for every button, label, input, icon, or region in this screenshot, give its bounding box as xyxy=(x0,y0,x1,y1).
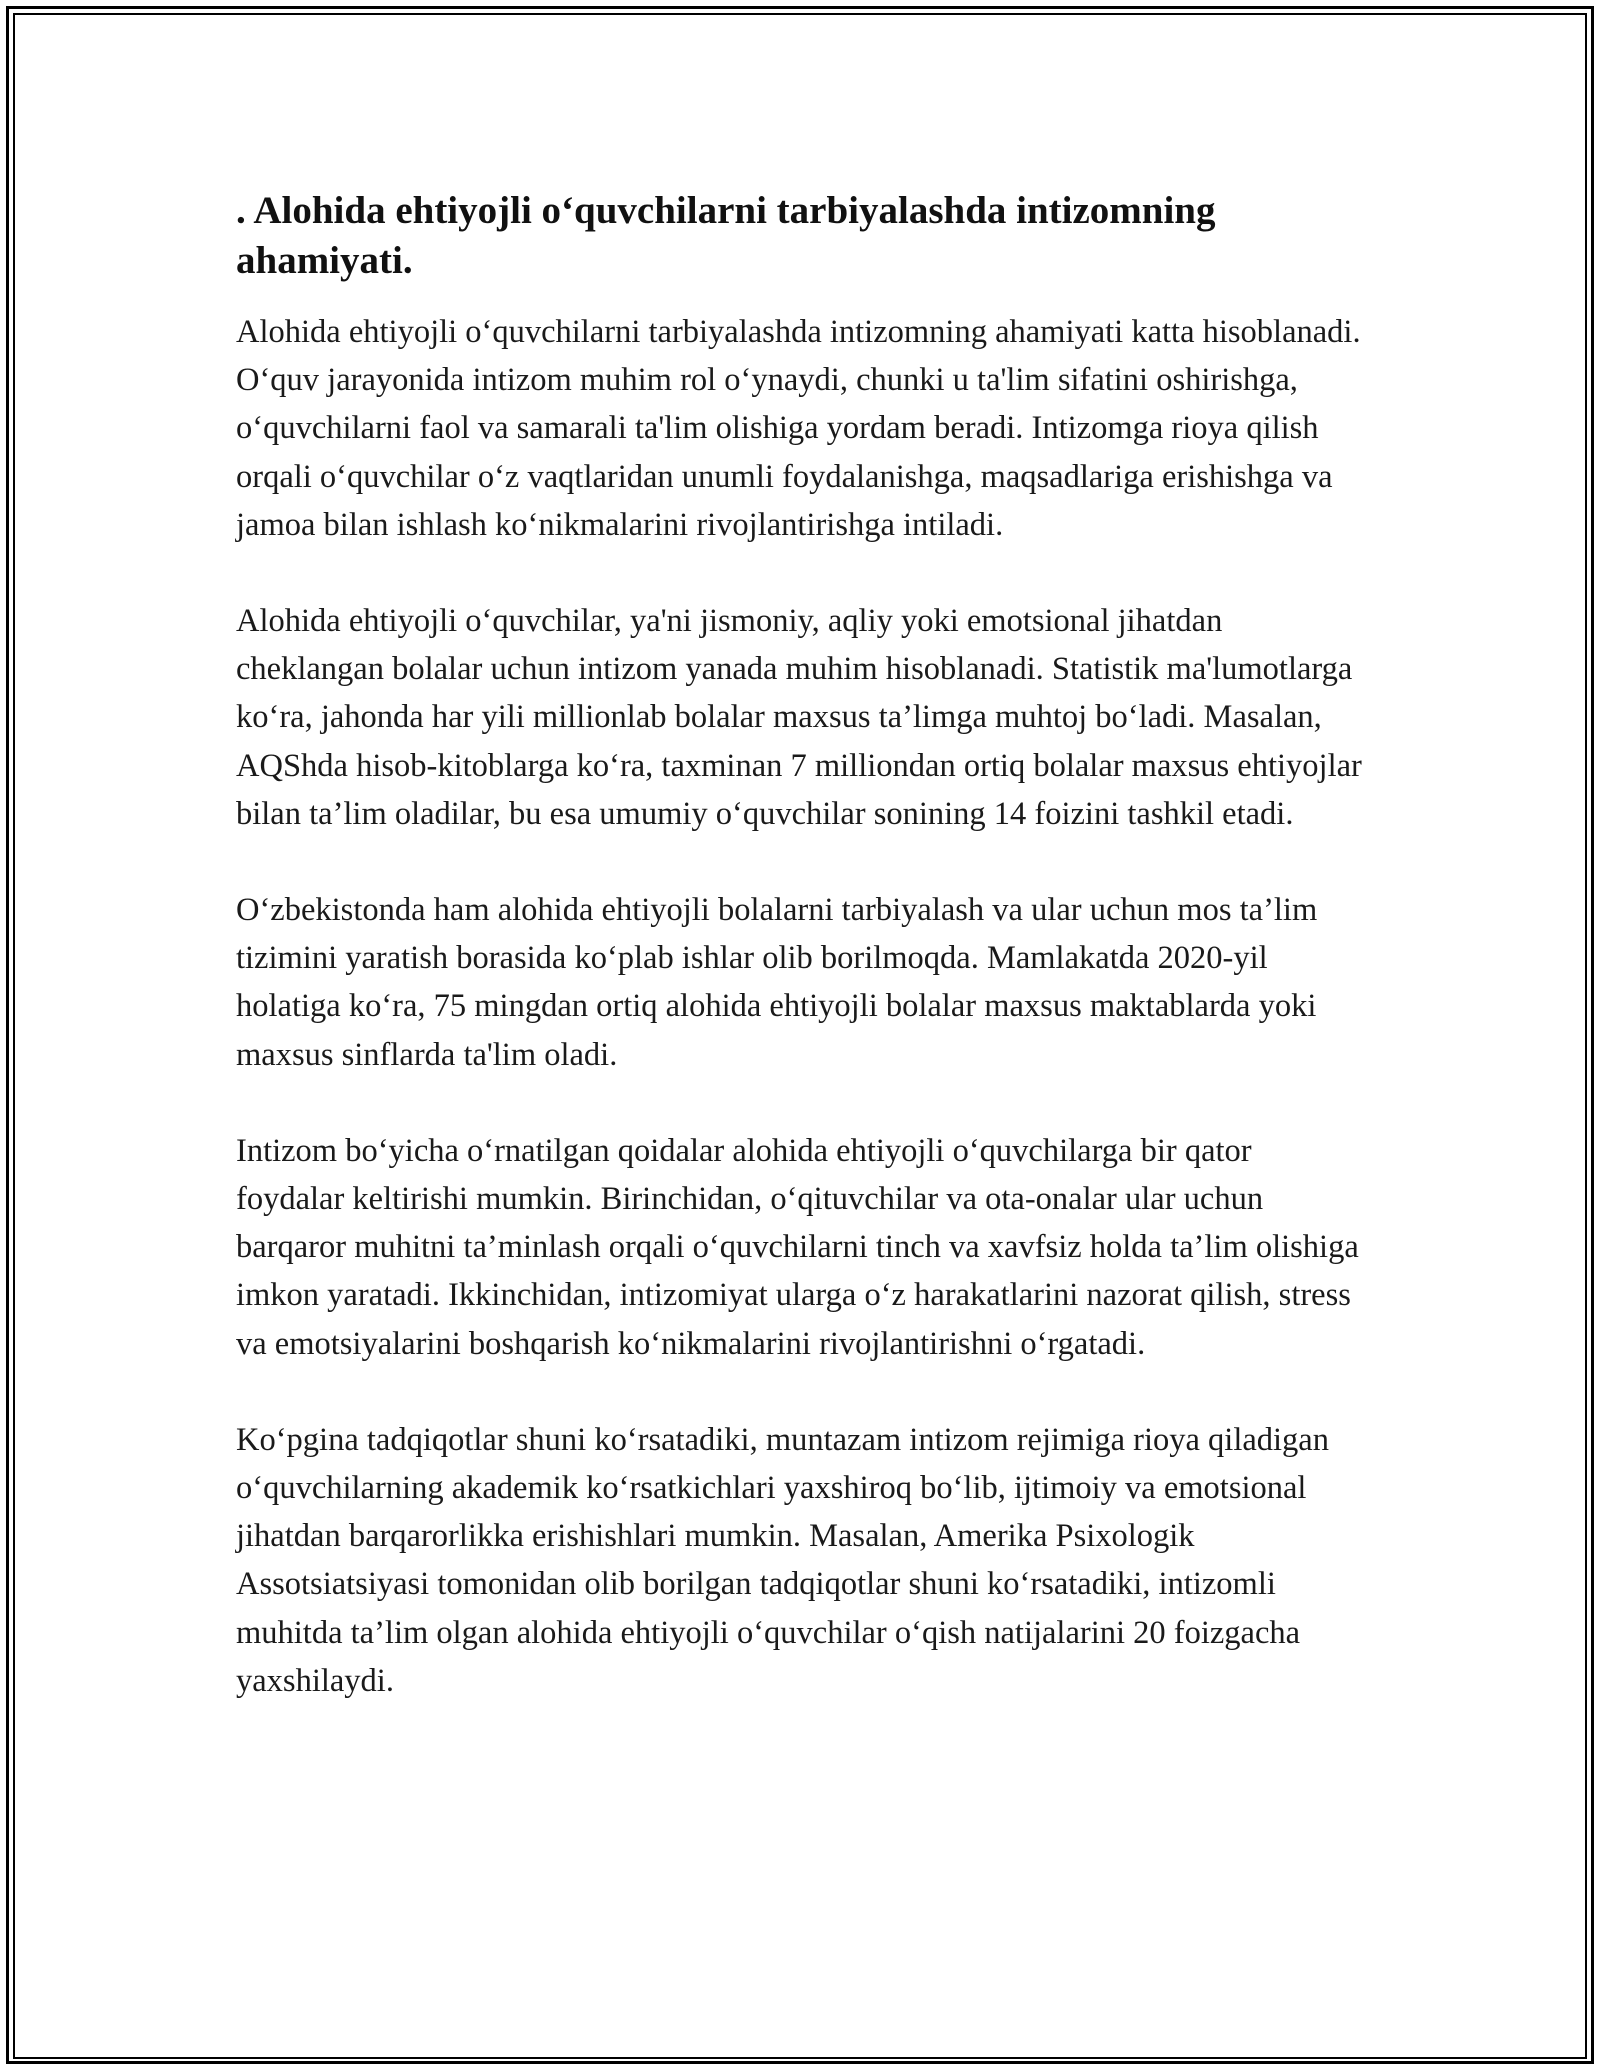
paragraph-5: Ko‘pgina tadqiqotlar shuni ko‘rsatadiki, muntazam intizom rejimiga rioya qiladigan o‘quvchilarning akademik ko‘rsatkichlari yaxshiroq bo‘lib, ijtimoiy va emotsional jihatdan barqarorlikka erishishlari mumkin. Masalan, Amerika Psixologik Assotsiatsiyasi tomonidan olib borilgan tadqiqotlar shuni ko‘rsatadiki, intizomli muhitda ta’lim olgan alohida ehtiyojli o‘quvchilar o‘qish natijalarini 20 foizgacha yaxshilaydi. xyxy=(236,1421,1329,1699)
paragraph-1: Alohida ehtiyojli o‘quvchilarni tarbiyalashda intizomning ahamiyati katta hisoblanadi. O‘quv jarayonida intizom muhim rol o‘ynaydi, chunki u ta'lim sifatini oshirishga, o‘quvchilarni faol va samarali ta'lim olishiga yordam beradi. Intizomga rioya qilish orqali o‘quvchilar o‘z vaqtlaridan unumli foydalanishga, maqsadlariga erishishga va jamoa bilan ishlash ko‘nikmalarini rivojlantirishga intiladi. xyxy=(236,314,1361,543)
document-body xyxy=(236,186,1366,1753)
paragraph-2: Alohida ehtiyojli o‘quvchilar, ya'ni jismoniy, aqliy yoki emotsional jihatdan cheklangan bolalar uchun intizom yanada muhim hisoblanadi. Statistik ma'lumotlarga ko‘ra, jahonda har yili millionlab bolalar maxsus ta’limga muhtoj bo‘ladi. Masalan, AQShda hisob-kitoblarga ko‘ra, taxminan 7 milliondan ortiq bolalar maxsus ehtiyojlar bilan ta’lim oladilar, bu esa umumiy o‘quvchilar sonining 14 foizini tashkil etadi. xyxy=(236,603,1362,832)
paragraph-4: Intizom bo‘yicha o‘rnatilgan qoidalar alohida ehtiyojli o‘quvchilarga bir qator foydalar keltirishi mumkin. Birinchidan, o‘qituvchilar va ota-onalar ular uchun barqaror muhitni ta’minlash orqali o‘quvchilarni tinch va xavfsiz holda ta’lim olishiga imkon yaratadi. Ikkinchidan, intizomiyat ularga o‘z harakatlarini nazorat qilish, stress va emotsiyalarini boshqarish ko‘nikmalarini rivojlantirishni o‘rgatadi. xyxy=(236,1132,1359,1362)
paragraph-3: O‘zbekistonda ham alohida ehtiyojli bolalarni tarbiyalash va ular uchun mos ta’lim tizimini yaratish borasida ko‘plab ishlar olib borilmoqda. Mamlakatda 2020-yil holatiga ko‘ra, 75 mingdan ortiq alohida ehtiyojli bolalar maxsus maktablarda yoki maxsus sinflarda ta'lim oladi. xyxy=(236,892,1318,1073)
document-title: . Alohida ehtiyojli o‘quvchilarni tarbiyalashda intizomning ahamiyati. xyxy=(236,189,1216,282)
